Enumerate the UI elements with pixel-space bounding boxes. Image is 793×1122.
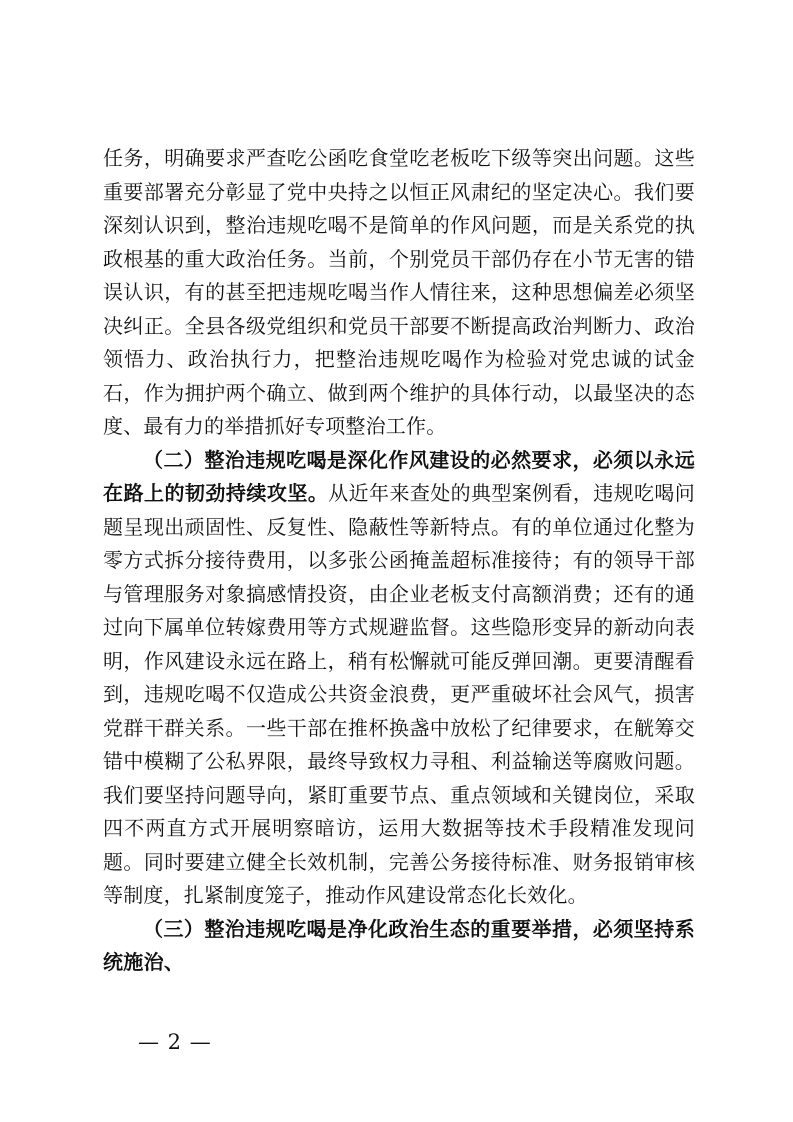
section-3-heading: （三）整治违规吃喝是净化政治生态的重要举措，必须坚持系统施治、 bbox=[103, 916, 695, 974]
paragraph-section-3 bbox=[103, 913, 695, 980]
paragraph-1: 任务，明确要求严查吃公函吃食堂吃老板吃下级等突出问题。这些重要部署充分彰显了党中央持之以恒正风肃纪的坚定决心。我们要深刻认识到，整治违规吃喝不是简单的作风问题，而是关系党的执政根基的重大政治任务。当前，个别党员干部仍存在小节无害的错误认识，有的甚至把违规吃喝当作人情往来，这种思想偏差必须坚决纠正。全县各级党组织和党员干部要不断提高政治判断力、政治领悟力、政治执行力，把整治违规吃喝作为检验对党忠诚的试金石，作为拥护两个确立、做到两个维护的具体行动，以最坚决的态度、最有力的举措抓好专项整治工作。 bbox=[103, 146, 695, 438]
document-body bbox=[103, 142, 695, 980]
section-2-body: 从近年来查处的典型案例看，违规吃喝问题呈现出顽固性、反复性、隐蔽性等新特点。有的单位通过化整为零方式拆分接待费用，以多张公函掩盖超标准接待；有的领导干部与管理服务对象搞感情投资，由企业老板支付高额消费；还有的通过向下属单位转嫁费用等方式规避监督。这些隐形变异的新动向表明，作风建设永远在路上，稍有松懈就可能反弹回潮。更要清醒看到，违规吃喝不仅造成公共资金浪费，更严重破坏社会风气，损害党群干群关系。一些干部在推杯换盏中放松了纪律要求，在觥筹交错中模糊了公私界限，最终导致权力寻租、利益输送等腐败问题。我们要坚持问题导向，紧盯重要节点、重点领域和关键岗位，采取四不两直方式开展明察暗访，运用大数据等技术手段精准发现问题。同时要建立健全长效机制，完善公务接待标准、财务报销审核等制度，扎紧制度笼子，推动作风建设常态化长效化。 bbox=[103, 481, 695, 907]
page-number: — 2 — bbox=[138, 1030, 212, 1054]
section-2-heading: （二）整治违规吃喝是深化作风建设的必然要求，必须以永远在路上的韧劲持续攻坚。 bbox=[103, 447, 695, 505]
paragraph-section-2 bbox=[103, 444, 695, 913]
